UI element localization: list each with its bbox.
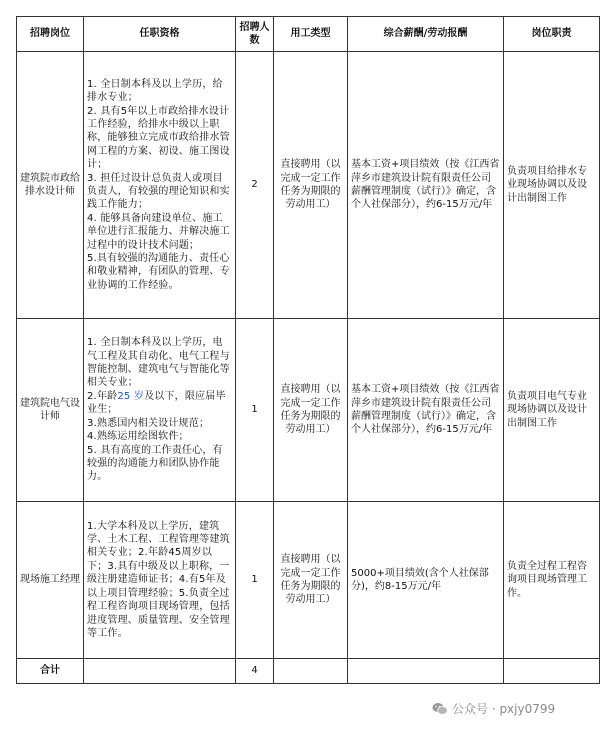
total-row: [17, 659, 600, 684]
employment-type-cell: 直接聘用（以完成一定工作任务为期限的劳动用工）: [274, 52, 348, 319]
wechat-icon: [432, 702, 448, 716]
requirement-item: 1. 全日制本科及以上学历，电气工程及其自动化、电气工程与智能控制、建筑电气与智能化等相关专业；: [87, 337, 230, 389]
header-employment-type: 用工类型: [274, 17, 348, 52]
requirements-cell: [84, 319, 236, 502]
requirements-cell: [84, 52, 236, 319]
requirement-item: 5. 具有高度的工作责任心，有较强的沟通能力和团队协作能力。: [87, 444, 223, 483]
table-row: [17, 319, 600, 502]
watermark-text: 公众号 · pxjy0799: [452, 702, 556, 716]
header-salary: 综合薪酬/劳动报酬: [348, 17, 504, 52]
total-count: 4: [236, 659, 274, 684]
count-cell: 1: [236, 502, 274, 659]
requirement-item: 4.熟练运用绘图软件；: [87, 431, 189, 443]
table-row: [17, 52, 600, 319]
employment-type-cell: 直接聘用（以完成一定工作任务为期限的劳动用工）: [274, 502, 348, 659]
watermark: [432, 700, 555, 717]
duty-cell: 负责项目电气专业现场协调以及设计出制图工作: [504, 319, 600, 502]
table-row: [17, 502, 600, 659]
header-duty: 岗位职责: [504, 17, 600, 52]
position-cell: 现场施工经理: [17, 502, 84, 659]
empty-cell: [504, 659, 600, 684]
age-prefix: 2.年龄: [87, 390, 118, 402]
requirement-item: 1. 全日制本科及以上学历，给排水专业；: [87, 78, 223, 104]
total-label: 合计: [17, 659, 84, 684]
employment-type-cell: 直接聘用（以完成一定工作任务为期限的劳动用工）: [274, 319, 348, 502]
empty-cell: [274, 659, 348, 684]
requirement-item: 4. 能够具备向建设单位、施工单位进行汇报能力、并解决施工过程中的设计技术问题；: [87, 212, 230, 251]
requirement-item: 3.熟悉国内相关设计规范；: [87, 417, 210, 429]
table-header-row: [17, 17, 600, 52]
count-cell: 1: [236, 319, 274, 502]
requirement-item: 2. 具有5年以上市政给排水设计工作经验，给排水中级以上职称，能够独立完成市政给排水管网工程的方案、初设、施工图设计；: [87, 105, 230, 171]
requirement-item: 3. 担任过设计总负责人或项目负责人，有较强的理论知识和实践工作能力；: [87, 172, 230, 211]
position-cell: 建筑院市政给排水设计师: [17, 52, 84, 319]
age-highlight: 25 岁: [117, 390, 145, 402]
header-position: 招聘岗位: [17, 17, 84, 52]
salary-cell: 5000+项目绩效(含个人社保部分)，约8-15万元/年: [348, 502, 504, 659]
empty-cell: [348, 659, 504, 684]
duty-cell: 负责全过程工程咨询项目现场管理工作。: [504, 502, 600, 659]
empty-cell: [84, 659, 236, 684]
count-cell: 2: [236, 52, 274, 319]
requirement-item: [87, 390, 232, 417]
age-suffix: 及以下，限应届毕业生；: [87, 390, 226, 416]
salary-cell: 基本工资+项目绩效（按《江西省萍乡市建筑设计院有限责任公司薪酬管理制度（试行）》确定，含个人社保部分），约6-15万元/年: [348, 52, 504, 319]
requirements-cell: 1.大学本科及以上学历，建筑学、土木工程、工程管理等建筑相关专业；2.年龄45周岁以下；3.具有中级及以上职称，一级注册建造师证书；4.有5年及以上项目管理经验；5.负责全过程工程咨询项目现场管理，包括进度管理、质量管理、安全管理等工作。: [84, 502, 236, 659]
duty-cell: 负责项目给排水专业现场协调以及设计出制图工作: [504, 52, 600, 319]
position-cell: 建筑院电气设计师: [17, 319, 84, 502]
requirement-item: 5.具有较强的沟通能力、责任心和敬业精神，有团队的管理、专业协调的工作经验。: [87, 253, 230, 291]
header-requirements: 任职资格: [84, 17, 236, 52]
header-count: 招聘人数: [236, 17, 274, 52]
recruitment-table: [16, 16, 600, 684]
salary-cell: 基本工资+项目绩效（按《江西省萍乡市建筑设计院有限责任公司薪酬管理制度（试行）》确定，含个人社保部分），约6-15万元/年: [348, 319, 504, 502]
